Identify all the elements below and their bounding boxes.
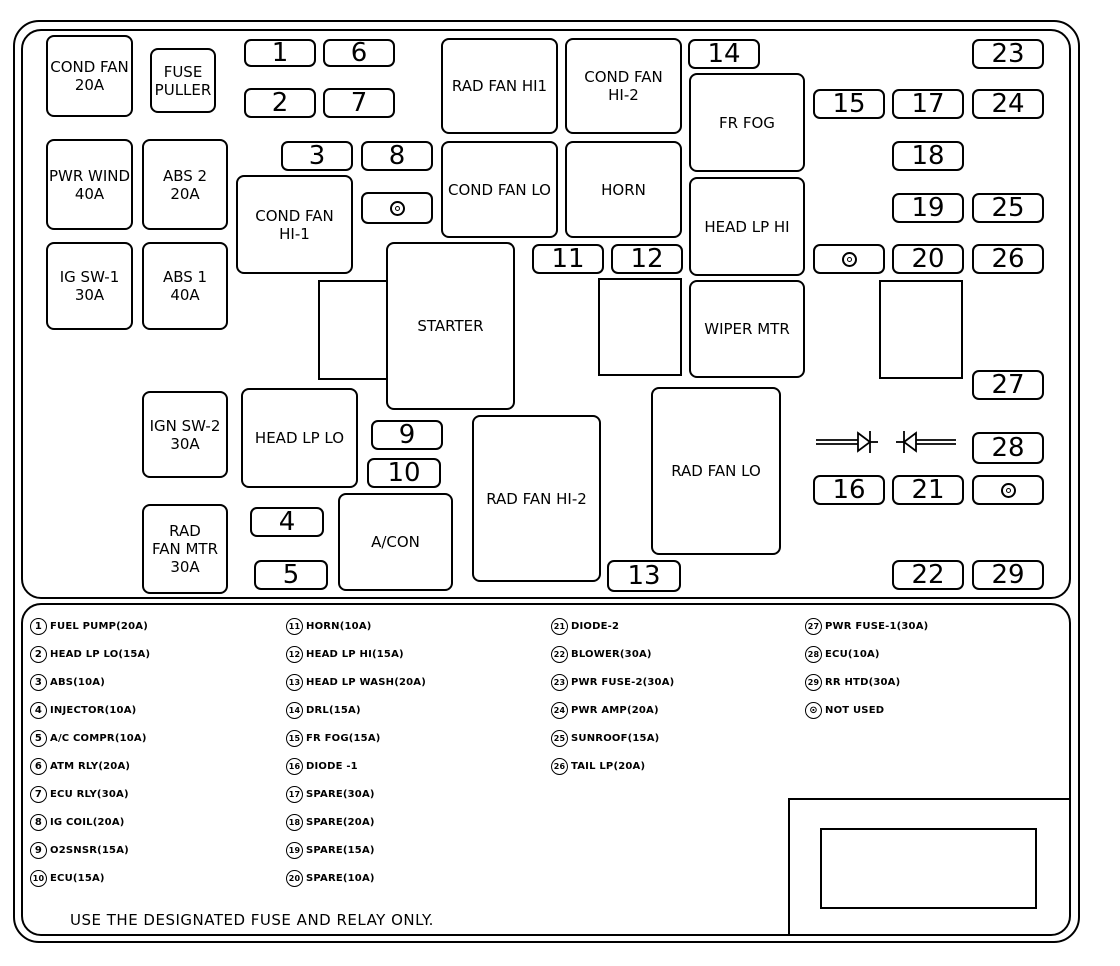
- legend-number: 13: [286, 674, 303, 691]
- mounting-screw-icon: [361, 192, 433, 224]
- relay-slot: HEAD LP LO: [241, 388, 358, 488]
- fuse-slot: 28: [972, 432, 1044, 464]
- relay-slot: RAD FAN HI-2: [472, 415, 601, 582]
- relay-slot: COND FAN 20A: [46, 35, 133, 117]
- legend-item: [30, 758, 130, 775]
- legend-text: ABS(10A): [50, 677, 105, 688]
- legend-item: [286, 618, 372, 635]
- fuse-slot: 20: [892, 244, 964, 274]
- legend-number: 20: [286, 870, 303, 887]
- legend-item: [286, 758, 358, 775]
- relay-slot: FR FOG: [689, 73, 805, 172]
- relay-slot: RAD FAN LO: [651, 387, 781, 555]
- legend-number: 1: [30, 618, 47, 635]
- fuse-slot: 7: [323, 88, 395, 118]
- legend-item: [30, 618, 148, 635]
- relay-slot: IG SW-1 30A: [46, 242, 133, 330]
- fuse-slot: 15: [813, 89, 885, 119]
- legend-text: SUNROOF(15A): [571, 733, 660, 744]
- legend-text: SPARE(30A): [306, 789, 375, 800]
- relay-slot: ABS 1 40A: [142, 242, 228, 330]
- fuse-slot: 26: [972, 244, 1044, 274]
- legend-number: 7: [30, 786, 47, 803]
- legend-text: DIODE-2: [571, 621, 620, 632]
- legend-number: 25: [551, 730, 568, 747]
- legend-text: SPARE(15A): [306, 845, 375, 856]
- legend-text: PWR AMP(20A): [571, 705, 659, 716]
- relay-slot: HEAD LP HI: [689, 177, 805, 276]
- legend-text: FUEL PUMP(20A): [50, 621, 148, 632]
- fuse-slot: 8: [361, 141, 433, 171]
- diode-symbols: [812, 425, 962, 455]
- legend-text: HEAD LP LO(15A): [50, 649, 151, 660]
- legend-number: 5: [30, 730, 47, 747]
- legend-number: 29: [805, 674, 822, 691]
- legend-text: TAIL LP(20A): [571, 761, 646, 772]
- legend-item: [286, 674, 426, 691]
- fuse-slot: 18: [892, 141, 964, 171]
- legend-number: 18: [286, 814, 303, 831]
- legend-number: 24: [551, 702, 568, 719]
- legend-item: [551, 730, 659, 747]
- legend-text: SPARE(10A): [306, 873, 375, 884]
- legend-number: 15: [286, 730, 303, 747]
- fuse-slot: 11: [532, 244, 604, 274]
- legend-number: 3: [30, 674, 47, 691]
- fuse-slot: 6: [323, 39, 395, 67]
- fuse-slot: 23: [972, 39, 1044, 69]
- legend-text: HEAD LP HI(15A): [306, 649, 404, 660]
- relay-slot: RAD FAN HI1: [441, 38, 558, 134]
- legend-item: [286, 842, 375, 859]
- fuse-slot: 24: [972, 89, 1044, 119]
- legend-number: 22: [551, 646, 568, 663]
- fuse-slot: 14: [688, 39, 760, 69]
- fuse-slot: 25: [972, 193, 1044, 223]
- fuse-slot: 4: [250, 507, 324, 537]
- legend-item: [30, 674, 105, 691]
- screw-icon: [390, 201, 405, 216]
- legend-item: [805, 702, 884, 719]
- fuse-slot: 13: [607, 560, 681, 592]
- legend-text: PWR FUSE-1(30A): [825, 621, 929, 632]
- relay-slot: COND FAN LO: [441, 141, 558, 238]
- legend-text: FR FOG(15A): [306, 733, 381, 744]
- legend-text: BLOWER(30A): [571, 649, 652, 660]
- legend-number: 12: [286, 646, 303, 663]
- screw-icon: [842, 252, 857, 267]
- fuse-slot: 10: [367, 458, 441, 488]
- legend-item: [30, 646, 150, 663]
- screw-icon: [1001, 483, 1016, 498]
- legend-item: [805, 646, 880, 663]
- legend-item: [286, 646, 404, 663]
- fuse-slot: 3: [281, 141, 353, 171]
- legend-text: HEAD LP WASH(20A): [306, 677, 426, 688]
- mounting-screw-icon: [972, 475, 1044, 505]
- relay-slot: COND FAN HI-2: [565, 38, 682, 134]
- legend-text: DRL(15A): [306, 705, 361, 716]
- legend-item: [30, 870, 105, 887]
- fuse-slot: 22: [892, 560, 964, 590]
- fuse-slot: 12: [611, 244, 683, 274]
- legend-text: ECU(10A): [825, 649, 880, 660]
- legend-number: 14: [286, 702, 303, 719]
- fuse-slot: 21: [892, 475, 964, 505]
- legend-text: DIODE -1: [306, 761, 358, 772]
- legend-item: [30, 702, 136, 719]
- relay-slot: STARTER: [386, 242, 515, 410]
- fuse-slot: 17: [892, 89, 964, 119]
- legend-text: RR HTD(30A): [825, 677, 901, 688]
- legend-item: [551, 618, 619, 635]
- fuse-slot: 1: [244, 39, 316, 67]
- legend-text: ATM RLY(20A): [50, 761, 131, 772]
- legend-item: [805, 674, 900, 691]
- relay-slot: PWR WIND 40A: [46, 139, 133, 230]
- relay-slot: HORN: [565, 141, 682, 238]
- legend-number: 16: [286, 758, 303, 775]
- legend-item: [30, 730, 147, 747]
- fuse-slot: 27: [972, 370, 1044, 400]
- legend-number: 11: [286, 618, 303, 635]
- empty-relay-slot: [598, 278, 682, 376]
- relay-slot: ABS 2 20A: [142, 139, 228, 230]
- diode-left-icon: [896, 431, 956, 453]
- fuse-slot: 19: [892, 193, 964, 223]
- relay-slot: WIPER MTR: [689, 280, 805, 378]
- legend-text: ECU(15A): [50, 873, 105, 884]
- legend-number: 10: [30, 870, 47, 887]
- legend-number: 9: [30, 842, 47, 859]
- legend-item: [551, 758, 645, 775]
- legend-item: [286, 730, 381, 747]
- legend-number: 28: [805, 646, 822, 663]
- legend-item: [551, 702, 659, 719]
- legend-item: [551, 674, 674, 691]
- legend-number: 23: [551, 674, 568, 691]
- empty-relay-slot: [879, 280, 963, 379]
- legend-number: 17: [286, 786, 303, 803]
- legend-item: [286, 786, 375, 803]
- legend-number: 4: [30, 702, 47, 719]
- legend-text: HORN(10A): [306, 621, 372, 632]
- legend-number: ⊙: [805, 702, 822, 719]
- legend-item: [30, 842, 129, 859]
- legend-item: [30, 814, 125, 831]
- fuse-slot: 16: [813, 475, 885, 505]
- legend-number: 8: [30, 814, 47, 831]
- legend-text: NOT USED: [825, 705, 885, 716]
- diode-right-icon: [816, 431, 878, 453]
- legend-number: 27: [805, 618, 822, 635]
- legend-text: PWR FUSE-2(30A): [571, 677, 675, 688]
- legend-item: [286, 702, 361, 719]
- legend-text: O2SNSR(15A): [50, 845, 129, 856]
- relay-slot: A/CON: [338, 493, 453, 591]
- legend-item: [551, 646, 652, 663]
- legend-item: [805, 618, 928, 635]
- legend-text: A/C COMPR(10A): [50, 733, 147, 744]
- legend-text: INJECTOR(10A): [50, 705, 137, 716]
- legend-item: [286, 814, 375, 831]
- relay-slot: IGN SW-2 30A: [142, 391, 228, 478]
- legend-number: 19: [286, 842, 303, 859]
- warning-note: USE THE DESIGNATED FUSE AND RELAY ONLY.: [70, 911, 434, 929]
- legend-text: ECU RLY(30A): [50, 789, 129, 800]
- legend-number: 26: [551, 758, 568, 775]
- legend-text: IG COIL(20A): [50, 817, 125, 828]
- relay-slot: COND FAN HI-1: [236, 175, 353, 274]
- fuse-slot: 29: [972, 560, 1044, 590]
- relay-slot: RAD FAN MTR 30A: [142, 504, 228, 594]
- empty-relay-slot: [318, 280, 388, 380]
- legend-number: 21: [551, 618, 568, 635]
- legend-text: SPARE(20A): [306, 817, 375, 828]
- legend-number: 2: [30, 646, 47, 663]
- fuse-slot: 2: [244, 88, 316, 118]
- legend-item: [286, 870, 375, 887]
- fuse-slot: 9: [371, 420, 443, 450]
- legend-number: 6: [30, 758, 47, 775]
- relay-slot: FUSE PULLER: [150, 48, 216, 113]
- legend-item: [30, 786, 129, 803]
- fuse-slot: 5: [254, 560, 328, 590]
- label-plate: [820, 828, 1037, 909]
- mounting-screw-icon: [813, 244, 885, 274]
